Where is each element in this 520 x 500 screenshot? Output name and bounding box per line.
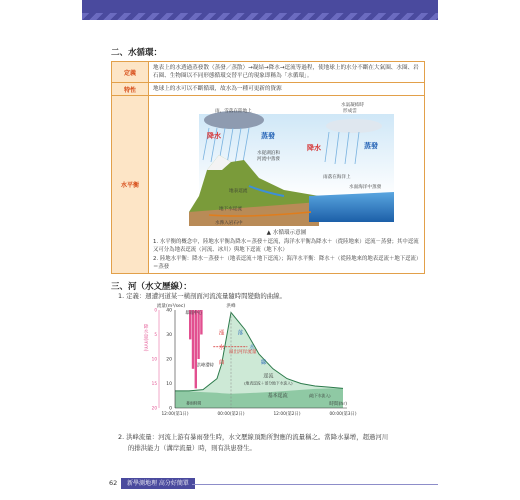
balance-notes [149,236,424,272]
peak-label: 洪峰 [226,304,236,309]
groundwater-label: 地下水逕流 [219,207,242,213]
rain-peak-label: 暴雨中心 [185,311,203,316]
water-cycle-diagram [189,100,404,226]
flow-label: 逕流 [263,373,274,380]
y2-tick-label: 10 [151,356,157,362]
lag-label: 洪峰滯時 [196,363,214,369]
hydrograph-definition: 1. 定義：週遭河道某一橫剖面河流流量隨時間變動的曲線。 [118,292,286,300]
baseflow-label: 基本逕流 [267,392,288,399]
cloud [326,119,382,133]
water-cycle-table [111,61,425,274]
balance-note-2: 2. 陸地水平衡：降水－蒸發＋（地表逕流＋地下逕流）；海洋水平衡：降水＋（從陸地來的地表逕流＋地下逕流）＝蒸發 [153,255,419,270]
lake-evap-label: 水從湖泊和 [257,151,280,157]
trait-text: 地球上的水可以不斷循環，故水為一種可更新的資源 [149,83,425,96]
trait-row [112,83,425,96]
vapor-condense-label: 水氣凝結時 [341,103,364,109]
y-tick-label: 40 [166,308,172,314]
y-axis-label: 流量(m³/sec) [156,304,186,309]
y2-tick-label: 15 [151,381,157,386]
y2-axis-label: 降水量(mm) [142,324,148,352]
rain-sea-label: 雨落在海洋上 [323,175,351,181]
y2-tick-label: 20 [151,405,157,411]
y-tick-label: 0 [169,406,172,412]
definition-row [112,62,425,83]
storm-time-label: 暴雨時間 [186,400,202,406]
evap-label-2: 蒸發 [364,142,378,151]
surface-runoff-label: 地表逕流 [229,189,248,195]
rain-bar-3 [195,310,197,388]
top-banner [82,0,438,20]
water-cycle-illustration [189,100,404,226]
book-tag: 新學測地理 高分好簡單 [121,478,195,489]
rain-bar-2 [192,310,194,369]
trait-label: 特性 [112,83,149,96]
hydrograph-chart [125,300,375,424]
rain-bar-4 [197,310,199,359]
y-tick-label: 10 [166,382,172,387]
rise-label: 漲 [218,330,225,337]
section-3-heading: 三、河（水文歷線）： [111,282,192,292]
y-tick-label: 20 [166,357,172,363]
page-footer [82,478,438,490]
precip-label-1: 降水 [207,132,221,141]
form-cloud-label: 形成雲 [343,109,357,115]
infiltrate-label: 水滲入岩石中 [215,221,243,227]
overflow-label: 溢出河岸流量 [228,349,257,355]
rise-water-label: 水 [218,345,225,352]
balance-row [112,96,425,273]
rise-curve-label: 曲 [218,359,225,366]
fall-curve-label: 線 [260,359,267,366]
evap-label-1: 蒸發 [261,132,275,141]
x-tick-label: 12:00(第2日) [273,412,301,417]
x-tick-label: 12:00(第1日) [161,412,189,417]
y-tick-label: 30 [166,333,172,338]
x-axis-label: 時間(hr) [329,402,347,407]
river-evap-label: 河流中蒸發 [257,157,280,163]
flood-peak-line-1: 2. 洪峰流量：河流上游有暴雨發生時，水文歷線頂點所對應的流量稱之。當降水暴增，超過河川 [118,433,389,441]
x-tick-label: 00:00(第3日) [329,412,357,417]
surface-in-label: (地表逕流＋部分地下水流入) [244,380,293,386]
definition-label: 定義 [112,62,149,83]
y2-tick-label: 0 [154,307,157,313]
definition-text: 地表上的水透過蒸發散（蒸發／蒸散）→凝結→降水→逕流等過程，使地球上的水分不斷在大氣圈、水圈、岩石圈、生物圈以不同形態循環交替平已的現象即稱為「水循環」。 [149,62,425,83]
precip-label-2: 降水 [307,144,321,153]
page-number: 62 [109,479,118,487]
balance-label: 水平衡 [112,96,149,273]
flood-peak-line-2: 的排洪能力（溝岸流量）時，則有洪患發生。 [128,444,256,452]
sea-evap-label: 水面海洋中蒸發 [349,185,382,191]
rain-snow-land-label: 雨、雪落在陸地上 [215,109,252,115]
balance-note-1: 1. 水平衡的概念中，陸地水平衡為降水＝蒸發＋逕流，海洋水平衡為降水＋（從陸地來）逕流－蒸發；其中逕流又可分為地表逕流（河流、冰川）與地下逕流（地下水） [153,239,419,254]
section-2-heading: 二、水循環： [111,48,163,58]
x-tick-label: 00:00(第2日) [217,412,245,417]
fall-label: 落 [237,330,244,337]
fall-water-label: 水 [249,345,255,352]
y2-tick-label: 5 [154,332,157,337]
ground-in-label: (地下水流入) [308,392,331,398]
footer-rule [192,484,438,485]
ocean [309,192,394,222]
diagram-caption: ▲ 水循環示意圖 [266,230,307,237]
